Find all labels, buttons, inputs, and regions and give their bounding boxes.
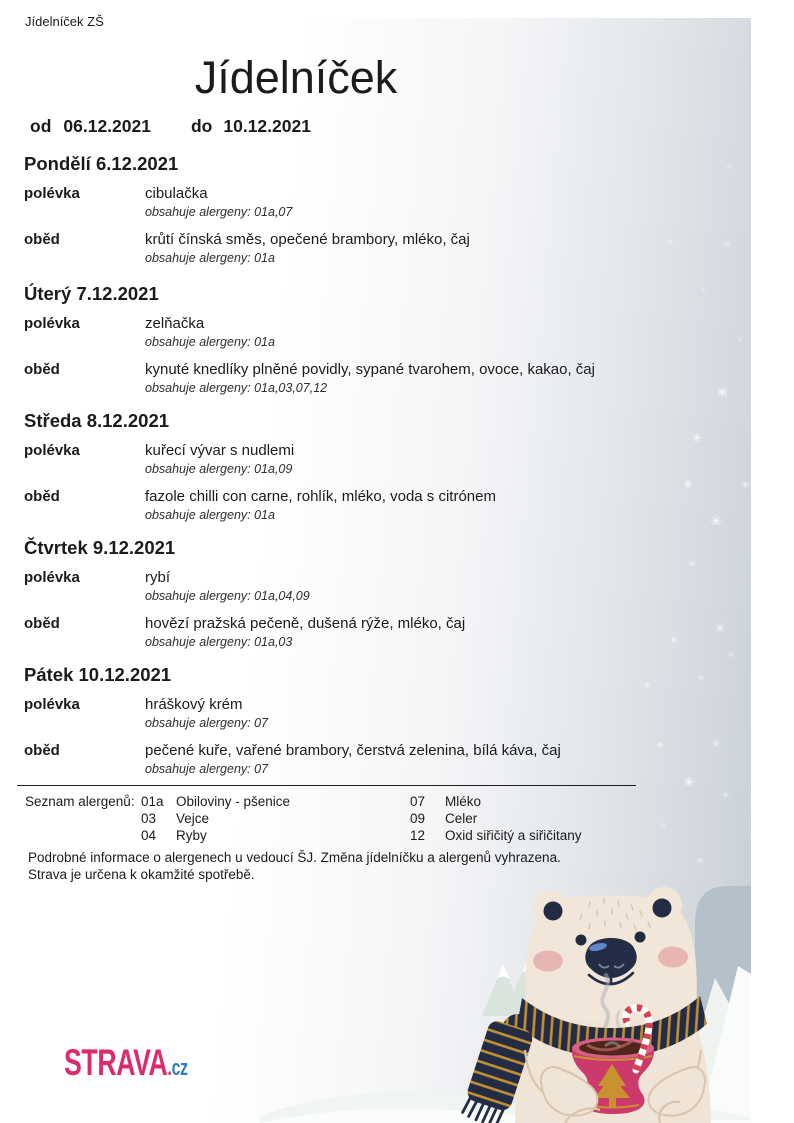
snowflake-icon (671, 637, 677, 643)
date-range (30, 116, 311, 137)
legend-row (410, 793, 582, 810)
course-main (145, 487, 646, 523)
snowflake-icon: ✳ (727, 649, 735, 660)
course-allergens: obsahuje alergeny: 01a,03 (145, 635, 293, 649)
note-line: Strava je určena k okamžité spotřebě. (28, 866, 255, 882)
course-row (24, 741, 646, 777)
day-title: Pondělí 6.12.2021 (24, 153, 179, 174)
course-row (24, 614, 646, 650)
course-allergens: obsahuje alergeny: 01a,07 (145, 205, 293, 219)
day-title: Čtvrtek 9.12.2021 (24, 537, 176, 558)
course-main (145, 230, 646, 266)
course-main (145, 360, 646, 396)
legend-row (141, 810, 290, 827)
course-dish: cibulačka (145, 185, 208, 202)
legend-col-1 (141, 793, 290, 844)
course-row (24, 487, 646, 523)
day-section (24, 410, 646, 533)
course-row (24, 360, 646, 396)
allergen-name: Obiloviny - pšenice (176, 794, 291, 809)
course-main (145, 184, 646, 220)
course-dish: krůtí čínská směs, opečené brambory, mléko, čaj (145, 231, 470, 248)
snowflake-icon (667, 239, 673, 245)
course-allergens: obsahuje alergeny: 01a,03,07,12 (145, 381, 328, 395)
snowflake-icon: ✳ (683, 774, 695, 790)
snowflake-icon: ✳ (740, 479, 750, 492)
course-allergens: obsahuje alergeny: 01a,09 (145, 462, 293, 476)
allergen-name: Vejce (176, 811, 210, 826)
bear-eye (635, 932, 646, 943)
course-label: polévka (24, 442, 80, 459)
day-title: Středa 8.12.2021 (24, 410, 170, 431)
allergen-name: Celer (445, 811, 478, 826)
course-allergens: obsahuje alergeny: 01a (145, 251, 275, 265)
course-main (145, 741, 646, 777)
snowflake-icon: ✳ (721, 790, 731, 801)
divider-line (17, 785, 636, 786)
course-label: polévka (24, 315, 80, 332)
course-dish: hovězí pražská pečeně, dušená rýže, mléko, čaj (145, 615, 466, 632)
course-allergens: obsahuje alergeny: 07 (145, 716, 269, 730)
strava-logo (64, 1042, 236, 1084)
snowflake-icon: ✳ (696, 673, 706, 684)
course-row (24, 314, 646, 350)
allergen-name: Ryby (176, 828, 207, 843)
date-to-value: 10.12.2021 (223, 116, 311, 136)
date-from-value: 06.12.2021 (63, 116, 151, 136)
snowflake-icon: ✳ (659, 820, 667, 831)
allergen-code: 03 (141, 811, 157, 826)
course-dish: fazole chilli con carne, rohlík, mléko, voda s citrónem (145, 488, 496, 505)
course-main (145, 441, 646, 477)
allergen-code: 01a (141, 794, 164, 809)
course-main (145, 614, 646, 650)
strava-logo-text (64, 1042, 188, 1084)
snowflake-icon: ✳ (725, 161, 733, 172)
course-allergens: obsahuje alergeny: 01a (145, 335, 275, 349)
day-title: Pátek 10.12.2021 (24, 664, 172, 685)
course-dish: hráškový krém (145, 696, 243, 713)
snowflake-icon: ✳ (687, 559, 697, 570)
day-section (24, 664, 646, 787)
allergen-code: 09 (410, 811, 426, 826)
course-label: oběd (24, 615, 60, 632)
course-label: oběd (24, 488, 60, 505)
legend-col-2 (410, 793, 582, 844)
strava-logo-tld: cz (171, 1055, 188, 1080)
snowflake-icon: ✳ (695, 856, 705, 867)
bear-eye (576, 935, 587, 946)
course-label: oběd (24, 361, 60, 378)
course-label: oběd (24, 231, 60, 248)
course-main (145, 695, 646, 731)
course-allergens: obsahuje alergeny: 07 (145, 762, 269, 776)
legend-row (410, 810, 582, 827)
allergen-code: 04 (141, 828, 157, 843)
allergen-name: Mléko (445, 794, 482, 809)
document-header-label: Jídelníček ZŠ (25, 14, 104, 29)
day-section (24, 153, 646, 276)
course-dish: kuřecí vývar s nudlemi (145, 442, 295, 459)
snowflake-icon: ✳ (736, 335, 744, 344)
note-line: Podrobné informace o alergenech u vedoucí ŠJ. Změna jídelníčku a alergenů vyhrazena. (28, 850, 561, 865)
bear-ear-inner (544, 902, 563, 921)
allergen-code: 12 (410, 828, 426, 843)
day-section (24, 283, 646, 406)
course-row (24, 568, 646, 604)
course-dish: kynuté knedlíky plněné povidly, sypané tvarohem, ovoce, kakao, čaj (145, 361, 595, 378)
bear-cheek (658, 947, 688, 968)
snowflake-icon (685, 481, 692, 488)
course-dish: rybí (145, 569, 171, 586)
date-from-label: od (30, 116, 52, 136)
course-main (145, 314, 646, 350)
date-to-label: do (190, 116, 213, 136)
mug-tree-trunk (609, 1098, 616, 1107)
course-allergens: obsahuje alergeny: 01a,04,09 (145, 589, 310, 603)
day-section (24, 537, 646, 660)
snowflake-icon: ✳ (715, 384, 729, 402)
strava-logo-name: STRAVA (64, 1042, 168, 1083)
strava-logo-dot: . (167, 1054, 172, 1080)
allergen-code: 07 (410, 794, 426, 809)
course-row (24, 441, 646, 477)
snowflake-icon: ✳ (699, 286, 707, 295)
snowflake-icon: ✳ (710, 513, 722, 529)
course-allergens: obsahuje alergeny: 01a (145, 508, 275, 522)
course-dish: zelňačka (145, 315, 205, 332)
bear-ear-inner (653, 899, 672, 918)
allergen-name: Oxid siřičitý a siřičitany (445, 828, 582, 843)
course-label: polévka (24, 696, 80, 713)
course-label: oběd (24, 742, 60, 759)
course-row (24, 184, 646, 220)
snowflake-icon: ✳ (722, 239, 732, 252)
legend-row (410, 827, 582, 844)
course-label: polévka (24, 569, 80, 586)
course-dish: pečené kuře, vařené brambory, čerstvá zelenina, bílá káva, čaj (145, 742, 561, 759)
course-main (145, 568, 646, 604)
page-title: Jídelníček (194, 52, 398, 103)
snowflake-icon: ✳ (714, 620, 726, 636)
course-label: polévka (24, 185, 80, 202)
day-title: Úterý 7.12.2021 (24, 283, 159, 304)
snowflake-icon: ✳ (691, 430, 703, 446)
bear-illustration (260, 878, 751, 1123)
snowflake-icon: ✳ (711, 738, 721, 751)
course-row (24, 230, 646, 266)
snowflake-icon (657, 742, 663, 748)
legend-row (141, 793, 290, 810)
legend-row (141, 827, 290, 844)
bear-cheek (533, 951, 563, 972)
allergen-legend-label: Seznam alergenů: (25, 794, 135, 809)
course-row (24, 695, 646, 731)
